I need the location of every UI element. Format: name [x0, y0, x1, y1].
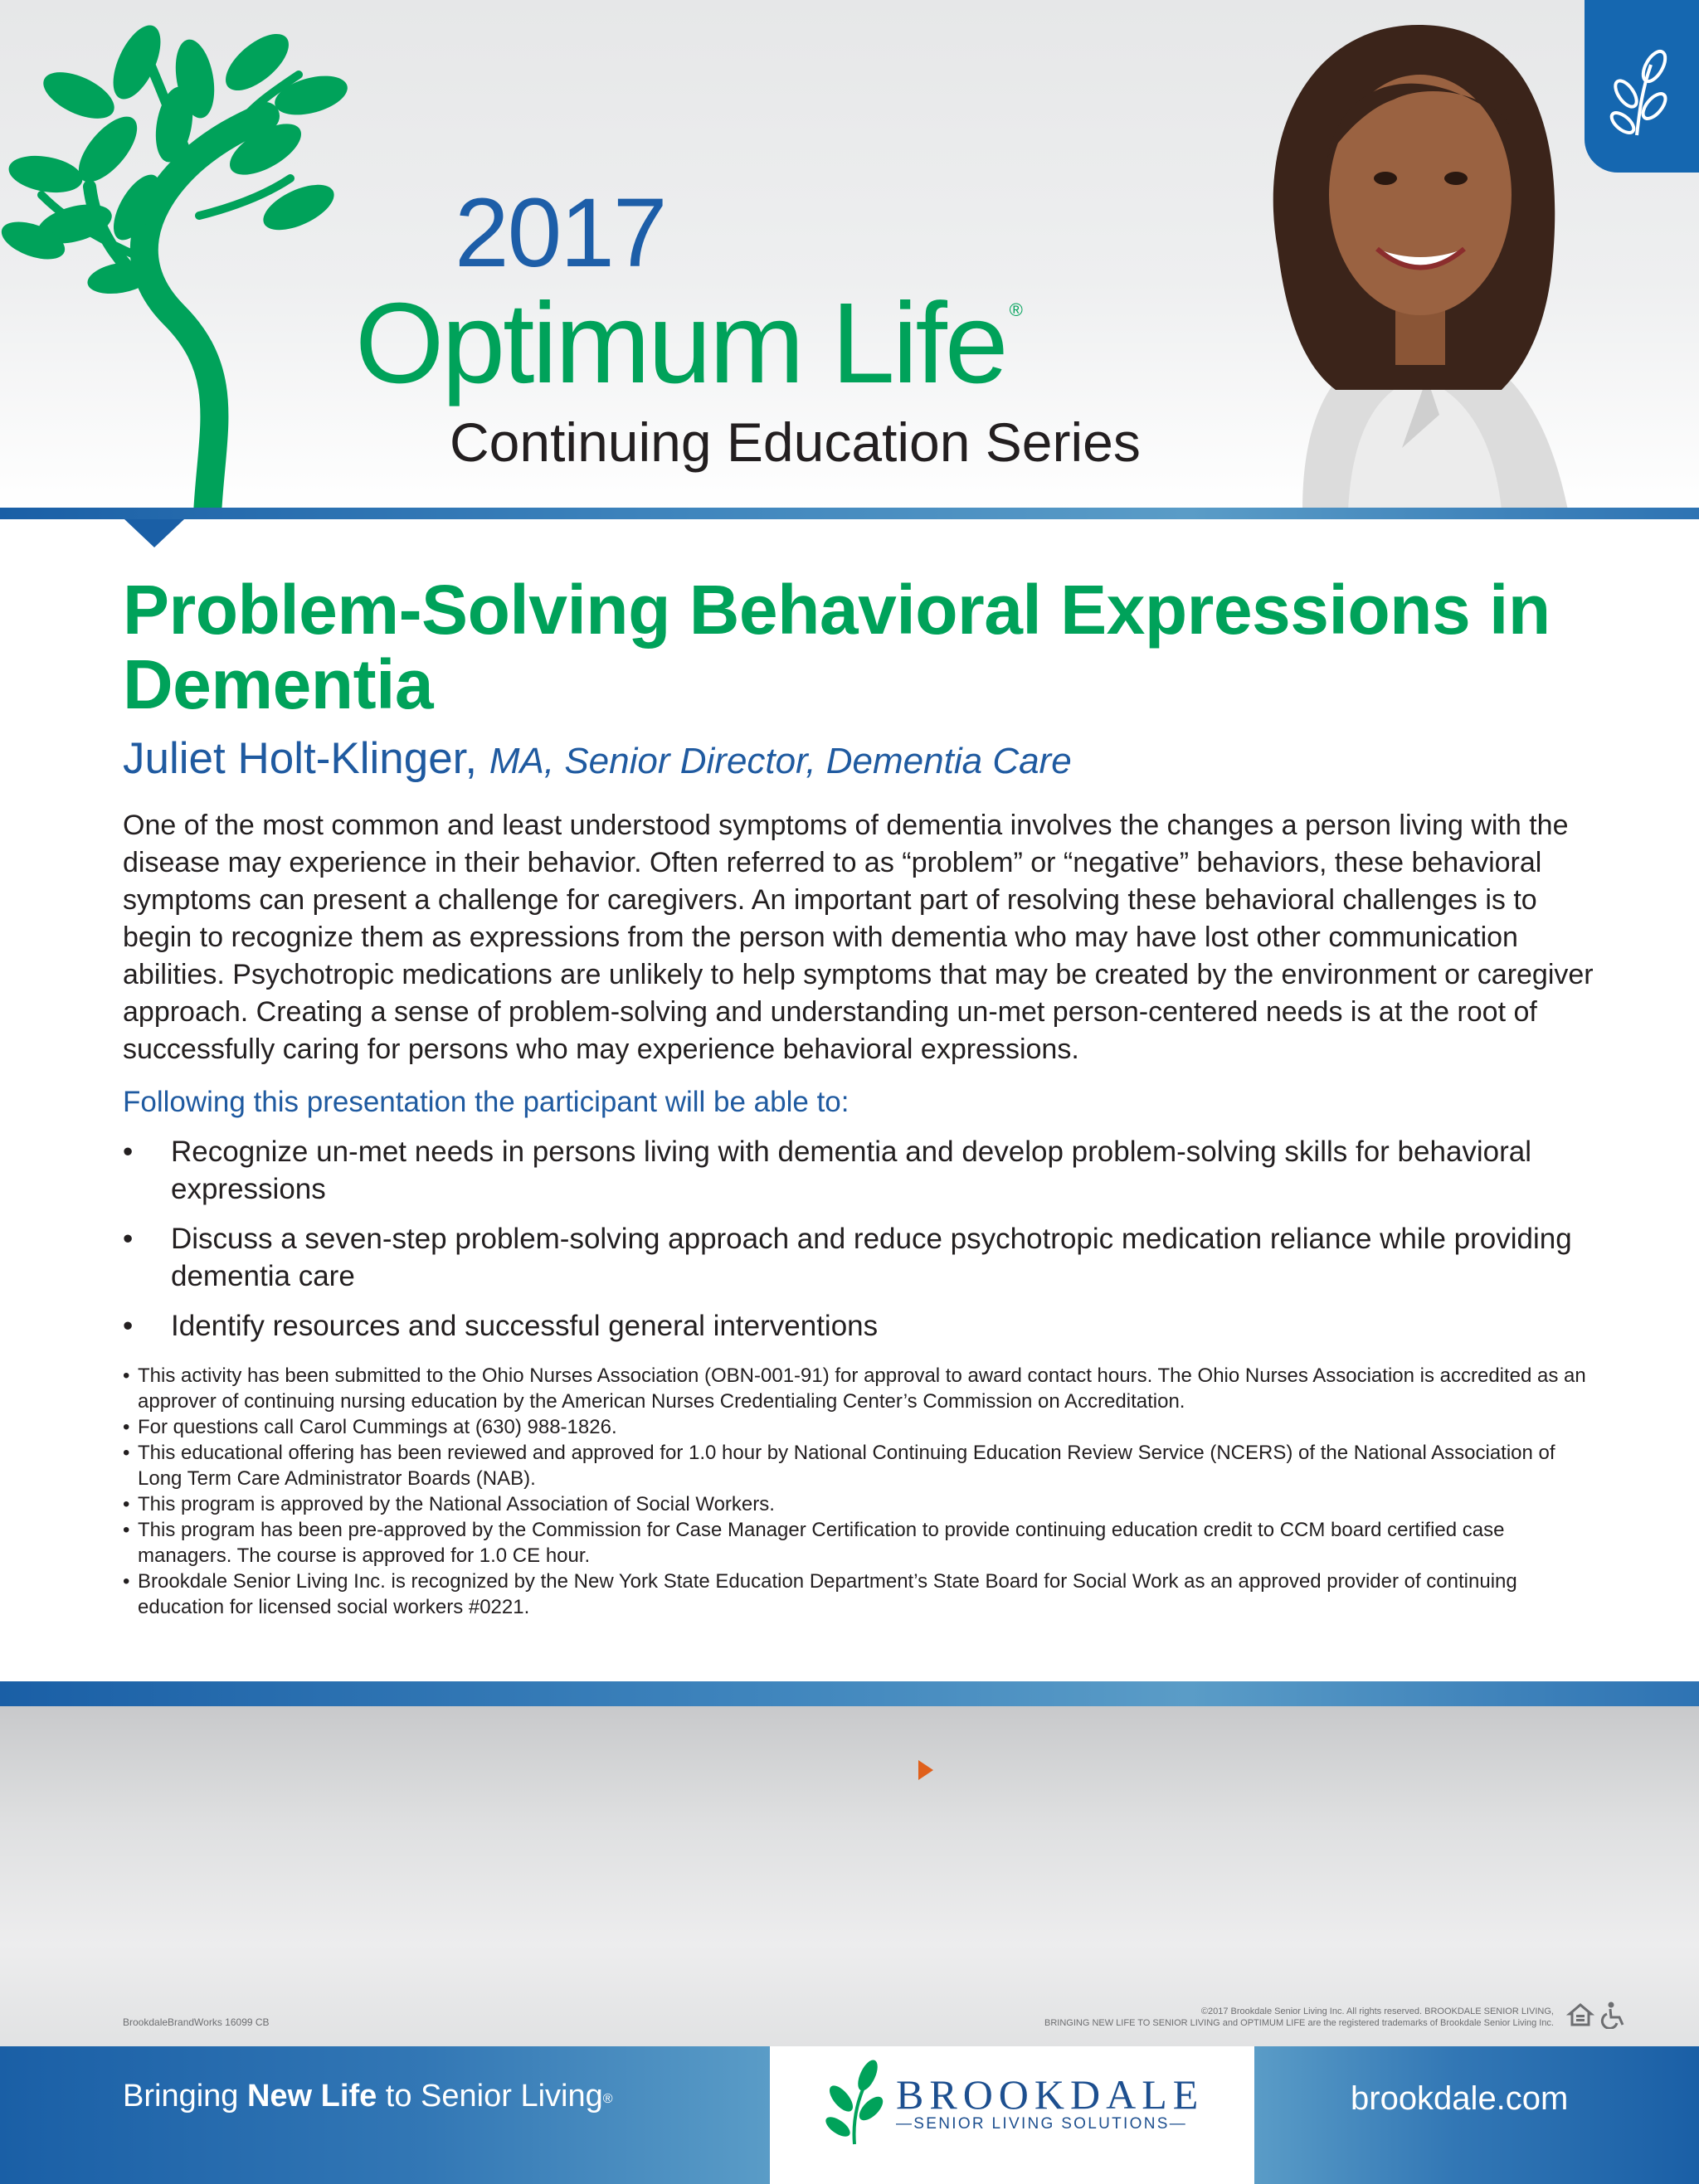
accreditation-item: [123, 1414, 1599, 1440]
objective-item: [123, 1133, 1599, 1208]
author-name: Juliet Holt-Klinger,: [123, 734, 478, 783]
play-triangle-icon: [918, 1760, 933, 1780]
portrait-photo: [1178, 0, 1643, 510]
series-subtitle: Continuing Education Series: [450, 411, 1141, 473]
bullet-mark: •: [123, 1364, 130, 1387]
author-credentials: MA, Senior Director, Dementia Care: [489, 741, 1072, 781]
registered-mark: ®: [602, 2092, 613, 2106]
legal-line: ©2017 Brookdale Senior Living Inc. All rights reserved. BROOKDALE SENIOR LIVING,: [1200, 2006, 1554, 2016]
accreditation-text: This program is approved by the National Association of Social Workers.: [138, 1493, 775, 1515]
accreditation-item: [123, 1363, 1599, 1414]
bullet-mark: •: [123, 1223, 134, 1255]
tagline-start: Bringing: [123, 2079, 247, 2113]
accreditation-item: [123, 1569, 1599, 1620]
program-brand: [355, 280, 1023, 407]
tagline-emphasis: New Life: [246, 2079, 377, 2113]
bullet-mark: •: [123, 1310, 134, 1342]
tagline-band: [0, 2046, 770, 2184]
program-year: 2017: [455, 178, 666, 288]
accreditation-item: [123, 1440, 1599, 1491]
program-brand-text: Optimum Life: [355, 280, 1006, 407]
accreditation-text: Brookdale Senior Living Inc. is recognized by the New York State Education Department’s State Board for Social Work as an approved provider of continuing education for licensed social workers #0221.: [138, 1570, 1517, 1618]
intro-paragraph: One of the most common and least understood symptoms of dementia involves the changes a person living with the disease may experience in their behavior. Often referred to as “problem” or “negative” behaviors, these behavioral symptoms can present a challenge for caregivers. An important part of resolving these behavioral challenges is to begin to recognize them as expressions from the person with dementia who may have lost other communication abilities. Psychotropic medications are unlikely to help symptoms that may be created by the environment or caregiver approach. Creating a sense of problem-solving and understanding un-met person-centered needs is at the root of successfully caring for persons who may experience behavioral expressions.: [123, 810, 1594, 1065]
objective-text: Identify resources and successful general interventions: [171, 1310, 879, 1342]
brookdale-tagline: —SENIOR LIVING SOLUTIONS—: [896, 2115, 1187, 2133]
accreditation-text: For questions call Carol Cummings at (630) 988-1826.: [138, 1416, 617, 1438]
equal-housing-icon: [1566, 2001, 1594, 2029]
article: [123, 572, 1599, 1620]
objectives-list: [123, 1133, 1599, 1345]
objective-text: Discuss a seven-step problem-solving approach and reduce psychotropic medication reliance while providing dementia care: [171, 1223, 1572, 1292]
header-banner: [0, 0, 1699, 510]
brookdale-wordmark: BROOKDALE: [896, 2071, 1205, 2118]
brookdale-leaf-icon: [823, 2057, 888, 2148]
objective-item: [123, 1220, 1599, 1295]
accreditation-item: [123, 1517, 1599, 1569]
accreditation-text: This program has been pre-approved by the Commission for Case Manager Certification to provide continuing education credit to CCM board certified case managers. The course is approved for 1.0 CE hour.: [138, 1519, 1505, 1567]
legal-notice: [807, 2006, 1554, 2029]
bullet-mark: •: [123, 1442, 130, 1464]
registered-mark: ®: [1009, 299, 1023, 320]
bullet-mark: •: [123, 1416, 130, 1438]
objectives-heading: Following this presentation the participant will be able to:: [123, 1086, 850, 1118]
website-link[interactable]: brookdale.com: [1351, 2080, 1569, 2117]
tree-logo-icon: [0, 17, 465, 510]
accreditation-text: This educational offering has been reviewed and approved for 1.0 hour by National Continuing Education Review Service (NCERS) of the National Association of Long Term Care Administrator Boards (NAB).: [138, 1442, 1555, 1490]
bullet-mark: •: [123, 1519, 130, 1541]
objective-item: [123, 1307, 1599, 1345]
footer-divider: [0, 1681, 1699, 1706]
accreditation-item: [123, 1491, 1599, 1517]
job-code: BrookdaleBrandWorks 16099 CB: [123, 2016, 270, 2028]
article-title: Problem-Solving Behavioral Expressions in Dementia: [123, 571, 1551, 723]
legal-line: BRINGING NEW LIFE TO SENIOR LIVING and OPTIMUM LIFE are the registered trademarks of Brookdale Senior Living Inc.: [1044, 2018, 1554, 2028]
leaf-sprig-icon: [1608, 48, 1674, 139]
divider-pointer: [124, 519, 184, 547]
author-line: [123, 732, 1599, 789]
header-divider: [0, 508, 1699, 519]
bullet-mark: •: [123, 1136, 134, 1168]
tagline: [123, 2077, 613, 2115]
corner-badge: [1585, 0, 1699, 173]
tagline-end: to Senior Living: [377, 2079, 603, 2113]
bullet-mark: •: [123, 1493, 130, 1515]
bullet-mark: •: [123, 1570, 130, 1593]
footer-panel: [0, 1706, 1699, 2046]
objective-text: Recognize un-met needs in persons living with dementia and develop problem-solving skills for behavioral expressions: [171, 1136, 1532, 1205]
accreditation-text: This activity has been submitted to the Ohio Nurses Association (OBN-001-91) for approval to award contact hours. The Ohio Nurses Association is accredited as an approver of continuing nursing education by the American Nurses Credentialing Center’s Commission on Accreditation.: [138, 1364, 1586, 1413]
accreditation-list: [123, 1363, 1599, 1620]
accessibility-icon: [1599, 2001, 1628, 2029]
